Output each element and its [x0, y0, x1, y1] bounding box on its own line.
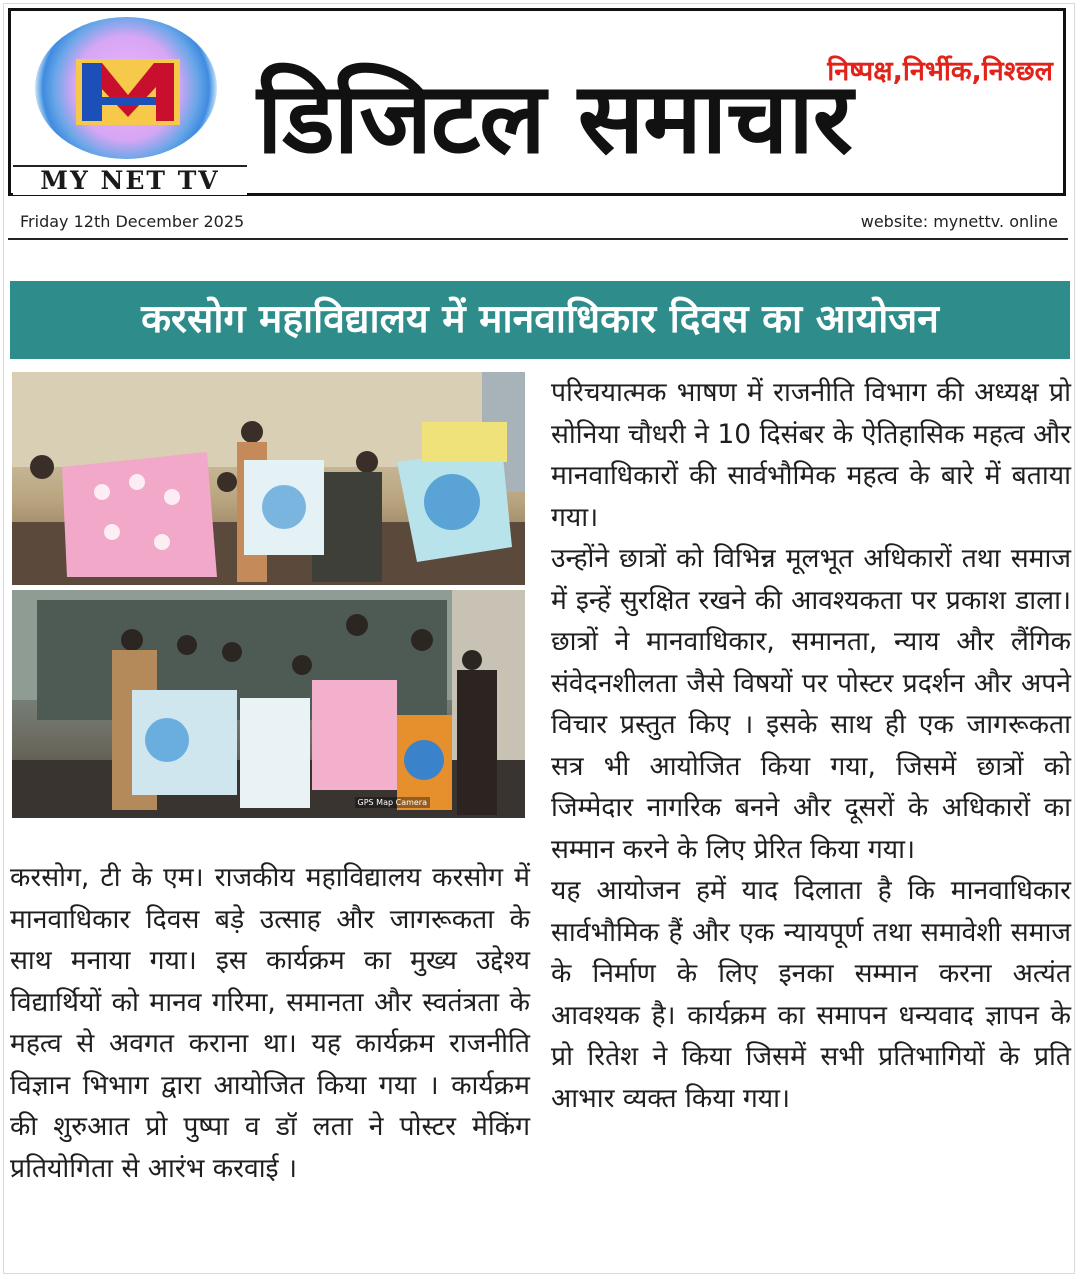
article-column-right [551, 372, 1071, 1119]
masthead [8, 8, 1066, 196]
issue-date: Friday 12th December 2025 [20, 212, 245, 231]
paragraph: उन्होंने छात्रों को विभिन्न मूलभूत अधिकारों तथा समाज में इन्हें सुरक्षित रखने की आवश्यकता पर प्रकाश डाला। छात्रों ने मानवाधिकार, समानता, न्याय और लैंगिक संवेदनशीलता जैसे विषयों पर पोस्टर प्रदर्शन और अपने विचार प्रस्तुत किए । इसके साथ ही एक जागरूकता सत्र भी आयोजित किया गया, जिसमें छात्रों को जिम्मेदार नागरिक बनने और दूसरों के अधिकारों का सम्मान करने के लिए प्रेरित किया गया। [551, 543, 1071, 865]
logo-brand-text: MY NET TV [13, 165, 247, 195]
paragraph: परिचयात्मक भाषण में राजनीति विभाग की अध्यक्ष प्रो सोनिया चौधरी ने 10 दिसंबर के ऐतिहासिक महत्व और मानवाधिकारों की सार्वभौमिक महत्व के बारे में बताया गया। [551, 377, 1071, 533]
website-label: website: mynettv. online [860, 212, 1058, 231]
gps-map-camera-label: GPS Map Camera [355, 797, 430, 808]
photo-1-scene [12, 372, 525, 585]
tagline: निष्पक्ष,निर्भीक,निश्छल [827, 56, 1053, 87]
photo-2-scene [12, 590, 525, 818]
article-column-left [10, 857, 530, 1189]
event-photo-1 [12, 372, 525, 585]
paper-name: डिजिटल समाचार [257, 62, 852, 176]
logo [13, 13, 248, 193]
paragraph: यह आयोजन हमें याद दिलाता है कि मानवाधिकार सार्वभौमिक हैं और एक न्यायपूर्ण तथा समावेशी समाज के निर्माण के लिए इनका सम्मान करना अत्यंत आवश्यक है। कार्यक्रम का समापन धन्यवाद ज्ञापन के प्रो रितेश ने किया जिसमें सभी प्रतिभागियों के प्रति आभार व्यक्त किया गया। [551, 875, 1071, 1114]
paragraph: करसोग, टी के एम। राजकीय महाविद्यालय करसोग में मानवाधिकार दिवस बड़े उत्साह और जागरूकता के साथ मनाया गया। इस कार्यक्रम का मुख्य उद्देश्य विद्यार्थियों को मानव गरिमा, समानता और स्वतंत्रता के महत्व से अवगत कराना था। यह कार्यक्रम राजनीति विज्ञान भिभाग द्वारा आयोजित किया गया । कार्यक्रम की शुरुआत प्रो पुष्पा व डॉ लता ने पोस्टर मेकिंग प्रतियोगिता से आरंभ करवाई । [10, 862, 530, 1184]
event-photo-2 [12, 590, 525, 818]
logo-m-icon [68, 53, 188, 131]
article-headline: करसोग महाविद्यालय में मानवाधिकार दिवस का आयोजन [10, 281, 1070, 359]
divider [8, 238, 1068, 240]
